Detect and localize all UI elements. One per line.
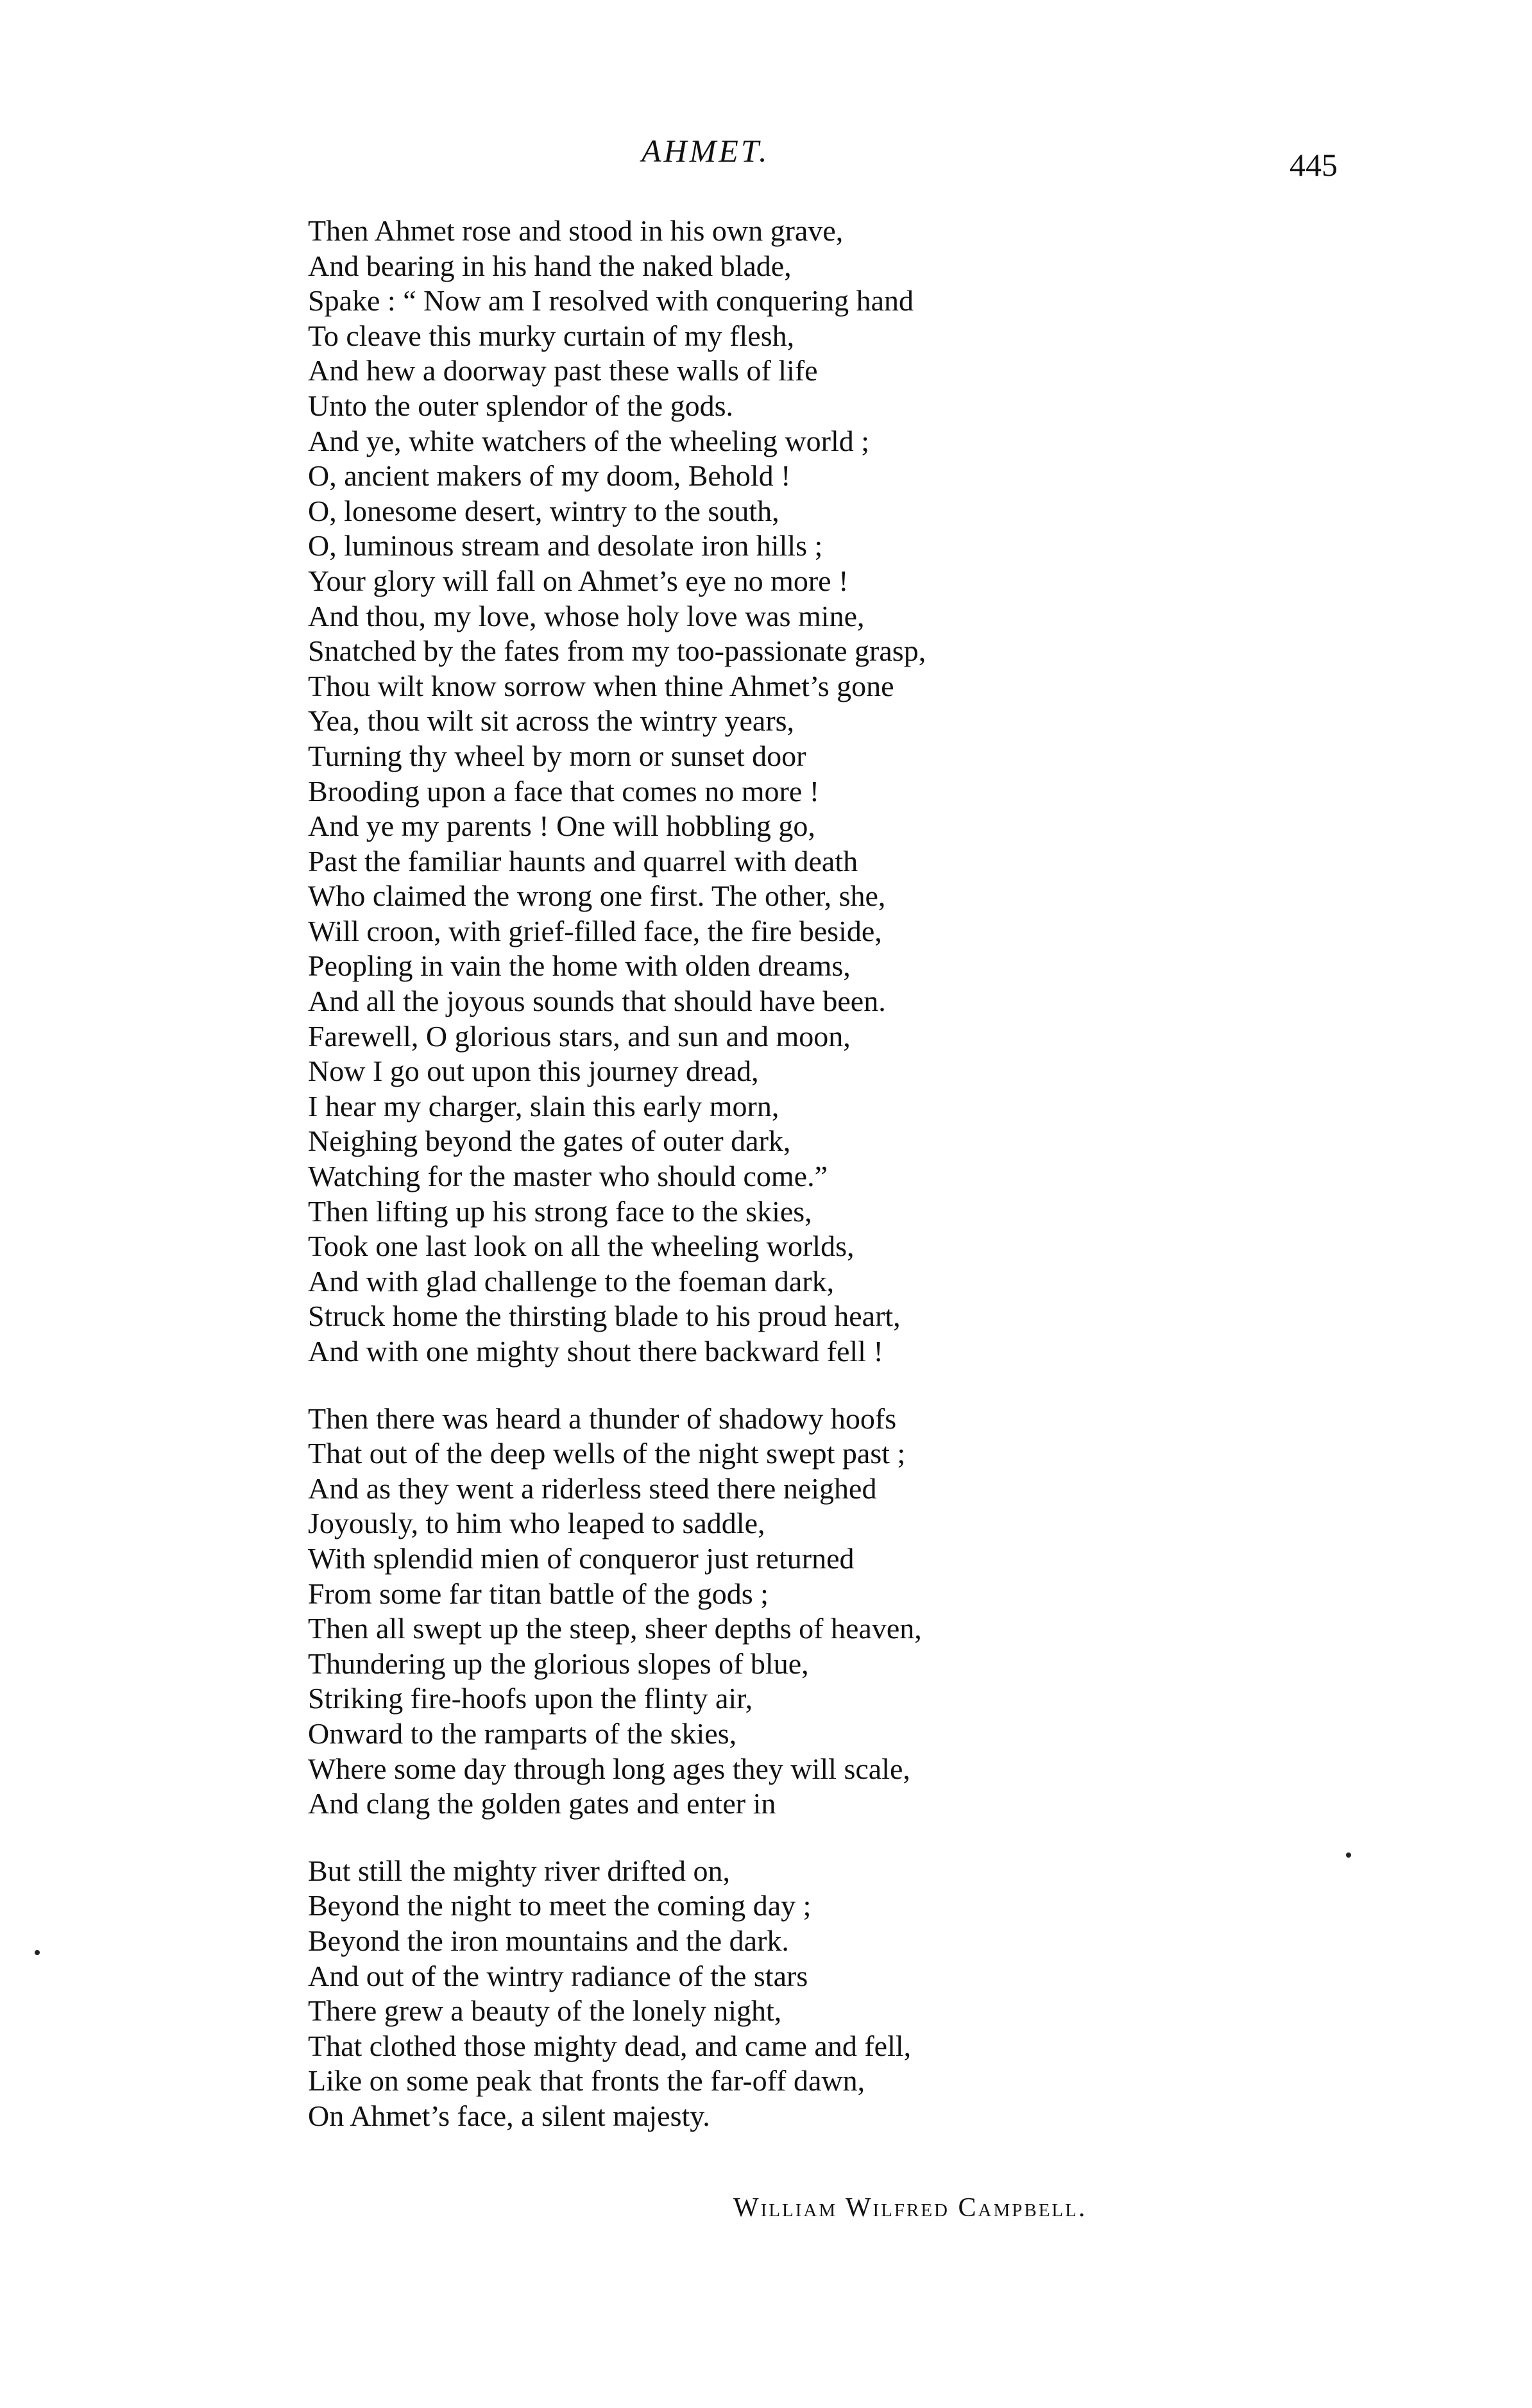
poem-line: That clothed those mighty dead, and came and fell, [308, 2029, 912, 2062]
poem-line: And out of the wintry radiance of the stars [308, 1959, 808, 1992]
poem-line: Then all swept up the steep, sheer depths of heaven, [308, 1612, 922, 1645]
poem-line: O, luminous stream and desolate iron hills ; [308, 529, 823, 563]
poem-line: Then Ahmet rose and stood in his own grave, [308, 214, 844, 247]
poem-line: O, lonesome desert, wintry to the south, [308, 494, 779, 527]
poem-line: Struck home the thirsting blade to his proud heart, [308, 1300, 901, 1333]
poem-line: Beyond the night to meet the coming day ; [308, 1889, 812, 1922]
poem-line: Past the familiar haunts and quarrel with death [308, 844, 858, 878]
poem-line: Watching for the master who should come.” [308, 1160, 828, 1193]
poem-line: Where some day through long ages they will scale, [308, 1752, 910, 1785]
poem-line: And thou, my love, whose holy love was mine, [308, 599, 865, 632]
poem-line: I hear my charger, slain this early morn, [308, 1089, 779, 1123]
poem-line: Onward to the ramparts of the skies, [308, 1717, 737, 1750]
poem-line: That out of the deep wells of the night swept past ; [308, 1437, 906, 1470]
ink-speck [35, 1950, 40, 1955]
poem-line: Neighing beyond the gates of outer dark, [308, 1124, 791, 1158]
poem-line: Thundering up the glorious slopes of blue, [308, 1647, 809, 1680]
poem-line: And bearing in his hand the naked blade, [308, 249, 792, 282]
page-number: 445 [1289, 147, 1338, 183]
poem-stanza [308, 1402, 1110, 1822]
poem-line: Who claimed the wrong one first. The other, she, [308, 879, 886, 913]
poem-line: And hew a doorway past these walls of life [308, 354, 818, 387]
poem-line: Thou wilt know sorrow when thine Ahmet’s gone [308, 669, 894, 702]
poem-line: Turning thy wheel by morn or sunset door [308, 739, 806, 772]
poem-line: With splendid mien of conqueror just returned [308, 1541, 855, 1575]
poem-line: And with glad challenge to the foeman dark, [308, 1264, 835, 1298]
poem-line: Took one last look on all the wheeling worlds, [308, 1230, 855, 1263]
poem-line: And ye, white watchers of the wheeling world ; [308, 424, 870, 457]
poem-line: Now I go out upon this journey dread, [308, 1055, 759, 1088]
poem-line: And with one mighty shout there backward fell ! [308, 1335, 883, 1368]
poem-line: Like on some peak that fronts the far-off dawn, [308, 2064, 865, 2098]
poem-stanza [308, 214, 1110, 1369]
poem-line: And clang the golden gates and enter in [308, 1787, 776, 1820]
poem-line: Joyously, to him who leaped to saddle, [308, 1507, 765, 1540]
poem-line: Yea, thou wilt sit across the wintry years, [308, 704, 795, 738]
poem-line: Beyond the iron mountains and the dark. [308, 1924, 789, 1957]
poem-line: But still the mighty river drifted on, [308, 1854, 730, 1887]
poem-line: Then lifting up his strong face to the skies, [308, 1194, 812, 1228]
poem-line: Brooding upon a face that comes no more ! [308, 774, 820, 808]
poem-line: On Ahmet’s face, a silent majesty. [308, 2099, 710, 2132]
running-head-title: AHMET. [642, 133, 770, 169]
poem-line: There grew a beauty of the lonely night, [308, 1994, 782, 2028]
poem-stanza [308, 1854, 1110, 2134]
poem-line: Then there was heard a thunder of shadowy hoofs [308, 1402, 897, 1435]
poem-line: Striking fire-hoofs upon the flinty air, [308, 1682, 753, 1715]
poem-line: And ye my parents ! One will hobbling go, [308, 810, 815, 843]
poem-line: Unto the outer splendor of the gods. [308, 389, 734, 422]
poem-line: And as they went a riderless steed there neighed [308, 1471, 877, 1505]
poem-line: From some far titan battle of the gods ; [308, 1577, 769, 1610]
poem-line: To cleave this murky curtain of my flesh, [308, 319, 795, 352]
poem-body [308, 214, 1110, 2133]
poem-line: And all the joyous sounds that should have been. [308, 985, 886, 1018]
poem-line: Farewell, O glorious stars, and sun and moon, [308, 1019, 851, 1053]
poem-line: Will croon, with grief-filled face, the fire beside, [308, 914, 882, 947]
ink-speck [1346, 1853, 1351, 1858]
poem-line: Snatched by the fates from my too-passionate grasp, [308, 634, 926, 668]
poem-line: Spake : “ Now am I resolved with conquering hand [308, 284, 914, 318]
poem-line: Your glory will fall on Ahmet’s eye no more ! [308, 564, 849, 597]
author-signature: William Wilfred Campbell. [733, 2193, 1087, 2223]
poem-line: O, ancient makers of my doom, Behold ! [308, 459, 791, 493]
poem-line: Peopling in vain the home with olden dreams, [308, 949, 851, 983]
